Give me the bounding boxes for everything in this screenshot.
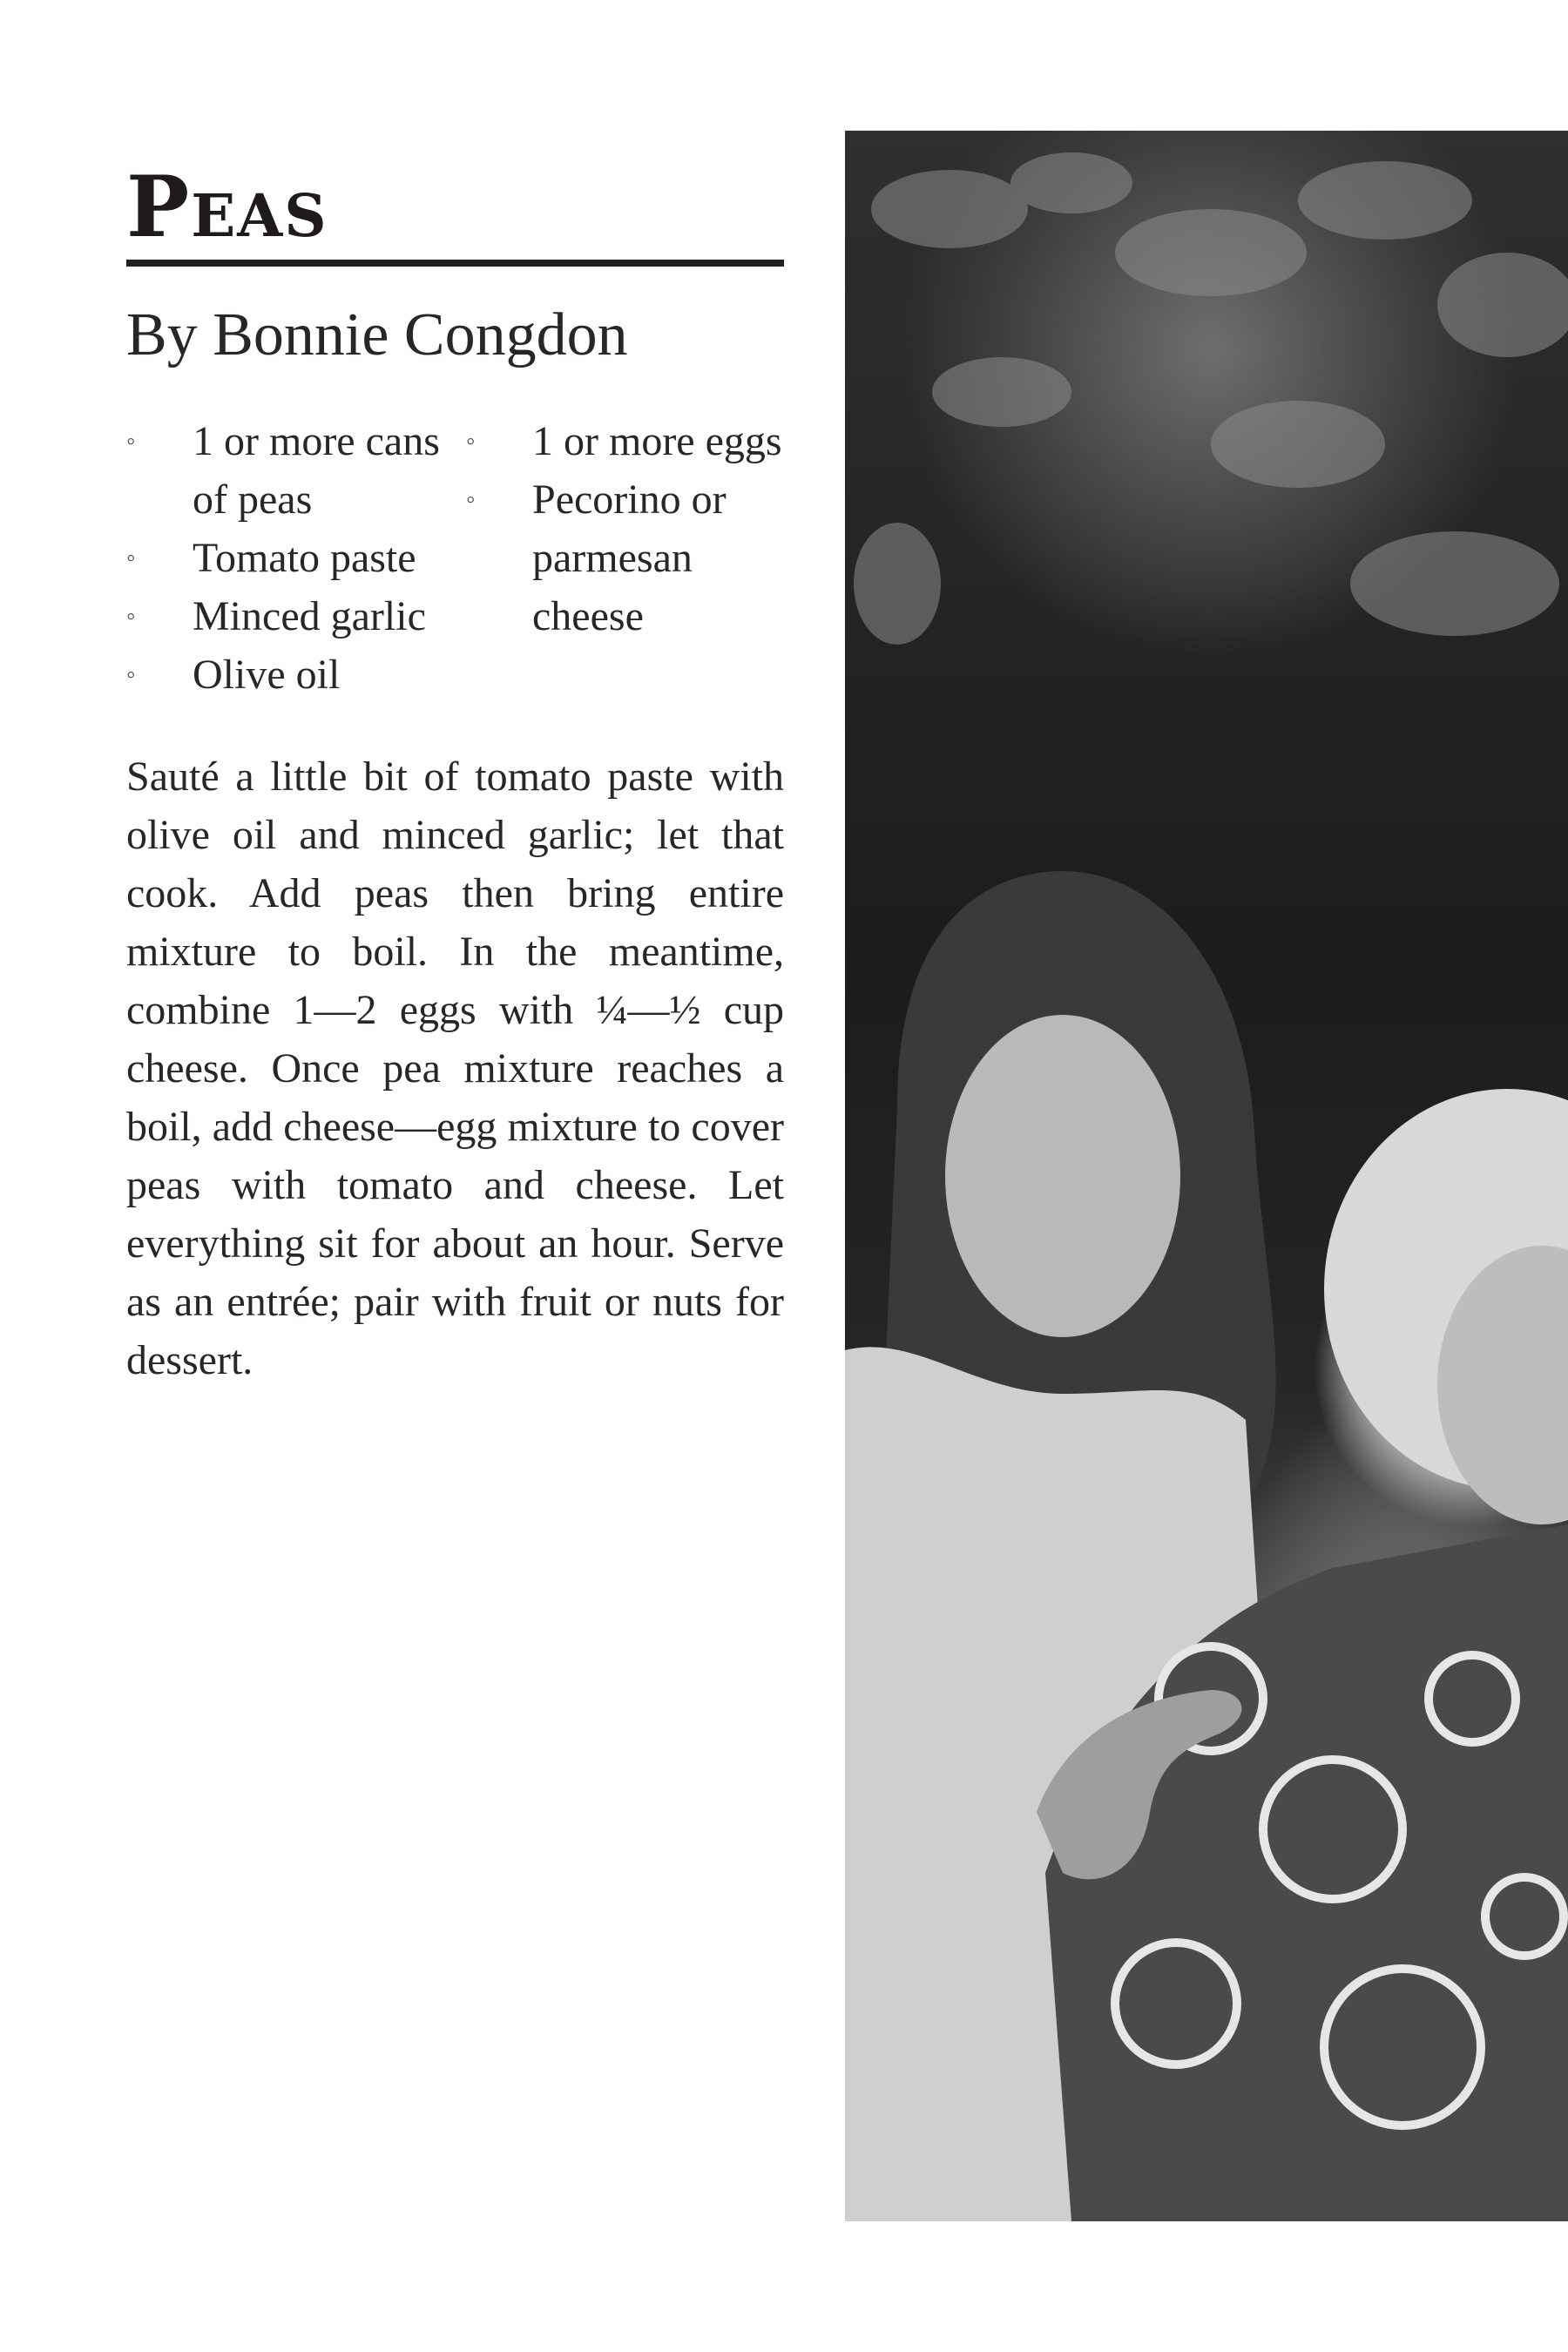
ingredient-item <box>466 412 784 470</box>
ingredient-text: Tomato paste <box>193 535 416 581</box>
ingredient-text: 1 or more cans of peas <box>193 418 440 523</box>
ingredients-list <box>126 412 784 704</box>
recipe-byline: By Bonnie Congdon <box>126 301 628 368</box>
ingredient-text: Pecorino or parmesan cheese <box>532 476 727 639</box>
recipe-method: Sauté a little bit of tomato paste with olive oil and minced garlic; let that cook. Add peas then bring entire mixture to boil. In the meantime, combine 1—2 eggs with ¼—½ cup cheese. Once pea mixture reaches a boil, add cheese—egg mixture to cover peas with tomato and cheese. Let everything sit for about an hour. Serve as an entrée; pair with fruit or nuts for dessert. <box>126 754 784 1383</box>
photo-illustration <box>845 131 1568 2221</box>
recipe-column <box>126 158 784 1431</box>
ingredient-text: Olive oil <box>193 652 341 698</box>
ingredients-column-1 <box>126 412 466 704</box>
foliage-shapes <box>854 152 1568 645</box>
ingredient-item <box>126 645 466 704</box>
title-divider <box>126 260 784 267</box>
ingredients-column-2 <box>466 412 784 704</box>
recipe-photo <box>845 131 1568 2221</box>
bullet-icon: ◦ <box>126 660 136 689</box>
ingredient-item <box>466 470 784 645</box>
left-woman-face <box>945 1015 1180 1337</box>
bullet-icon: ◦ <box>126 544 136 572</box>
bullet-icon: ◦ <box>466 427 476 456</box>
recipe-title: Peas <box>126 158 328 256</box>
ingredient-item <box>126 412 466 529</box>
ingredient-item <box>126 587 466 645</box>
ingredient-text: Minced garlic <box>193 593 426 639</box>
bullet-icon: ◦ <box>126 602 136 631</box>
ingredient-item <box>126 529 466 587</box>
bullet-icon: ◦ <box>126 427 136 456</box>
ingredient-text: 1 or more eggs <box>532 418 782 464</box>
bullet-icon: ◦ <box>466 485 476 514</box>
